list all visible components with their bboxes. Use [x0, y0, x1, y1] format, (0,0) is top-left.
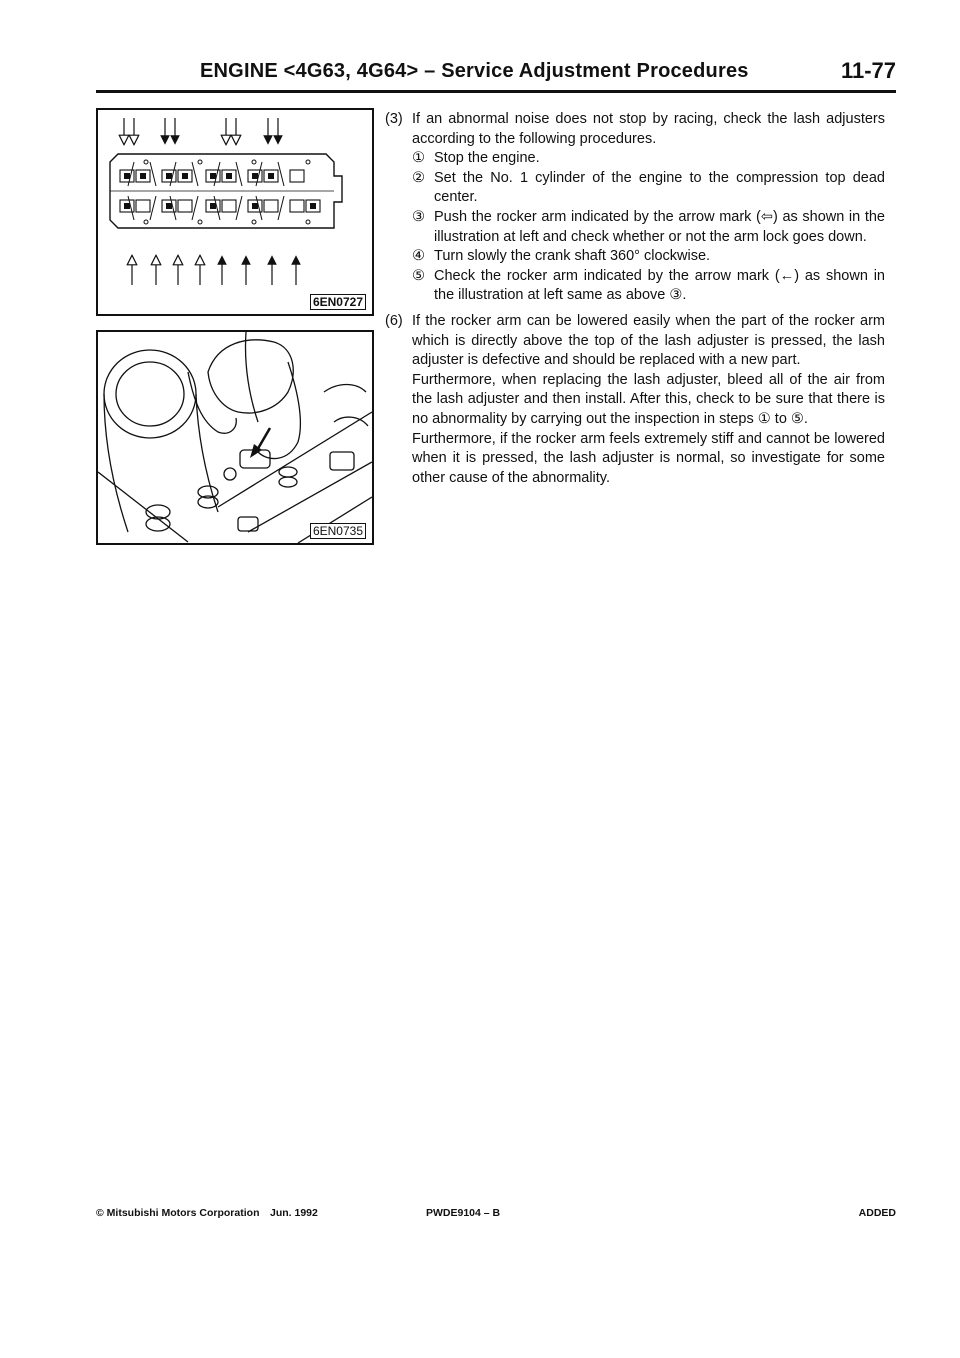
rocker-arm-layout-figure	[96, 108, 374, 316]
step-4	[412, 247, 885, 267]
step-3	[412, 208, 885, 247]
page-title: ENGINE <4G63, 4G64> – Service Adjustment Procedures	[200, 60, 749, 82]
footer-doc-code: PWDE9104 – B	[426, 1207, 501, 1219]
footer-date: Jun. 1992	[270, 1207, 318, 1219]
paragraph-text: If the rocker arm can be lowered easily when the part of the rocker arm which is directly above the top of the lash adjuster is pressed, the lash adjuster is defective and should be replaced with a new part.	[412, 312, 885, 369]
rocker-arm-layout-drawing	[98, 110, 372, 314]
paragraph-continuation: Furthermore, if the rocker arm feels extremely stiff and cannot be lowered when it is pressed, the lash adjuster is normal, so investigate for some other cause of the abnormality.	[412, 430, 885, 486]
paragraph-3	[385, 110, 885, 306]
paragraph-text: If an abnormal noise does not stop by racing, check the lash adjusters according to the following procedures.	[412, 111, 885, 147]
header-divider	[96, 90, 896, 93]
step-number: ⑤	[412, 267, 425, 284]
step-text: Set the No. 1 cylinder of the engine to the compression top dead center.	[434, 169, 885, 206]
step-number: ④	[412, 248, 425, 265]
figure-code: 6EN0735	[310, 523, 366, 539]
step-2	[412, 169, 885, 208]
procedure-text	[385, 110, 885, 494]
rocker-arm-press-figure	[96, 330, 374, 545]
page-footer	[96, 1207, 896, 1223]
step-text: Check the rocker arm indicated by the arrow mark (←) as shown in the illustration at left same as above ③.	[434, 267, 885, 304]
paragraph-number: (6)	[385, 312, 403, 329]
rocker-arm-press-drawing	[98, 332, 372, 543]
step-number: ③	[412, 208, 425, 225]
footer-status: ADDED	[858, 1207, 896, 1219]
paragraph-continuation: Furthermore, when replacing the lash adjuster, bleed all of the air from the lash adjuster and then install. After this, check to be sure that there is no abnormality by carrying out the inspection in steps ① to ⑤.	[412, 371, 885, 427]
paragraph-number: (3)	[385, 111, 403, 127]
figure-code: 6EN0727	[310, 294, 366, 310]
paragraph-6	[385, 312, 885, 488]
step-number: ②	[412, 169, 425, 186]
step-text: Turn slowly the crank shaft 360° clockwise.	[434, 248, 711, 265]
step-number: ①	[412, 150, 425, 167]
footer-copyright: © Mitsubishi Motors Corporation	[96, 1207, 260, 1219]
step-text: Push the rocker arm indicated by the arrow mark (⇦) as shown in the illustration at left and check whether or not the arm lock goes down.	[434, 208, 885, 245]
page-number: 11-77	[840, 58, 896, 83]
step-text: Stop the engine.	[434, 150, 540, 167]
step-5	[412, 267, 885, 306]
page-header	[96, 58, 896, 92]
step-1	[412, 149, 885, 169]
